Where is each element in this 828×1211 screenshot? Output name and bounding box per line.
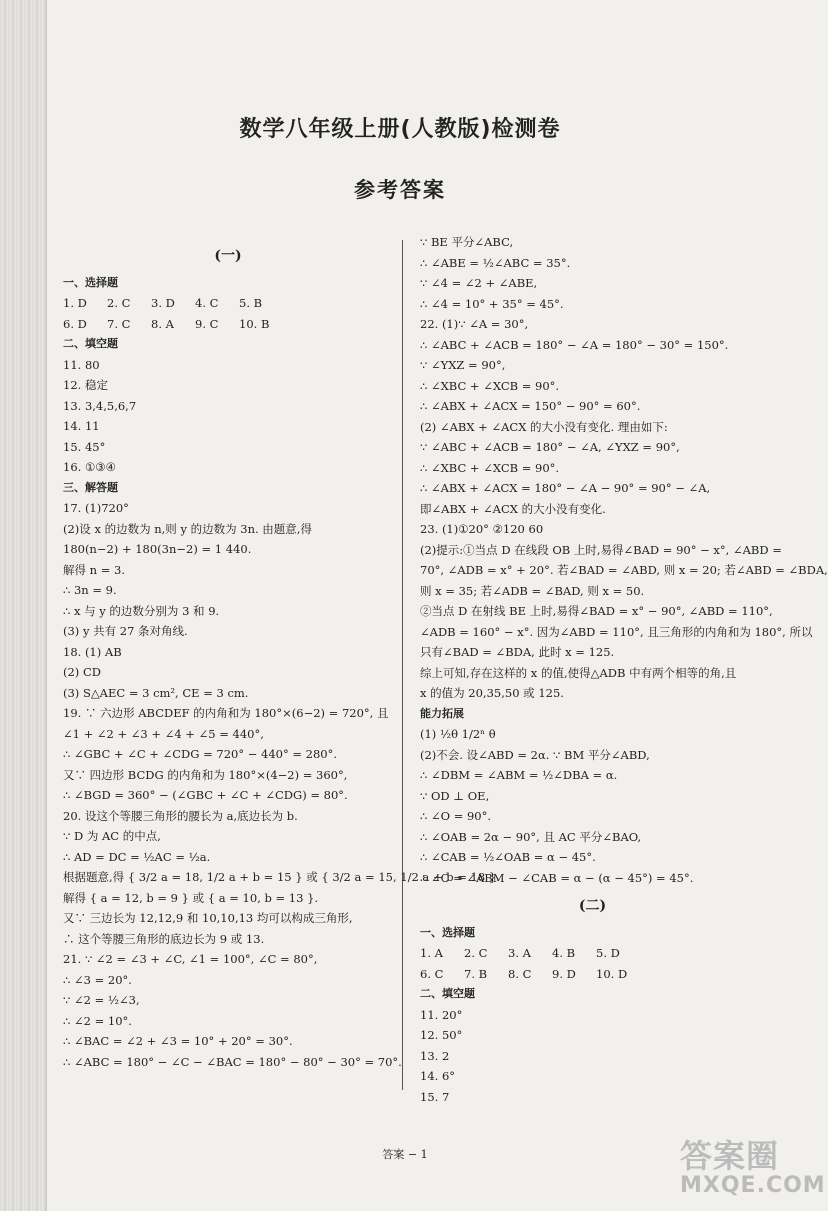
answer-line: ∴ ∠BGD = 360° − (∠GBC + ∠C + ∠CDG) = 80°. bbox=[63, 788, 348, 802]
choice-answer: 10. B bbox=[239, 316, 270, 331]
answer-line: ∴ ∠4 = 10° + 35° = 45°. bbox=[420, 296, 564, 311]
answer-line: 12. 稳定 bbox=[63, 378, 108, 392]
choice-answer: 2. C bbox=[107, 296, 131, 310]
answer-line: 20. 设这个等腰三角形的腰长为 a,底边长为 b. bbox=[63, 808, 298, 823]
choice-answer: 4. C bbox=[195, 296, 219, 310]
choice-answer: 9. D bbox=[552, 966, 576, 981]
answer-line: 12. 50° bbox=[420, 1028, 463, 1042]
section-heading: 三、解答题 bbox=[63, 480, 118, 494]
choice-answer-row bbox=[63, 314, 393, 335]
answer-line: ∠ADB = 160° − x°. 因为∠ABD = 110°, 且三角形的内角和为 180°, 所以 bbox=[420, 624, 813, 639]
answer-line: ∴ AD = DC = ½AC = ½a. bbox=[63, 849, 211, 864]
answer-line: 解得 n = 3. bbox=[63, 562, 125, 577]
answer-line: 综上可知,存在这样的 x 的值,使得△ADB 中有两个相等的角,且 bbox=[420, 665, 737, 680]
choice-answer: 3. A bbox=[508, 946, 531, 960]
page-title: 数学八年级上册(人教版)检测卷 bbox=[239, 117, 561, 142]
choice-answer: 3. D bbox=[151, 296, 175, 310]
answer-line: (2) ∠ABX + ∠ACX 的大小没有变化. 理由如下: bbox=[420, 419, 668, 434]
choice-answer: 7. B bbox=[464, 966, 488, 981]
answer-line: x 的值为 20,35,50 或 125. bbox=[420, 686, 564, 700]
page-binding-edge bbox=[0, 0, 47, 1211]
section-heading: 一、选择题 bbox=[63, 275, 118, 289]
answer-line: ∵ BE 平分∠ABC, bbox=[420, 235, 514, 249]
answer-line: ∵ ∠ABC + ∠ACB = 180° − ∠A, ∠YXZ = 90°, bbox=[420, 440, 680, 454]
answer-line: 17. (1)720° bbox=[63, 501, 129, 515]
choice-answer-row bbox=[63, 293, 393, 314]
answer-line: ∴ ∠DBM = ∠ABM = ½∠DBA = α. bbox=[420, 768, 618, 782]
choice-answer: 5. D bbox=[596, 946, 620, 960]
section-heading: 二、填空题 bbox=[63, 337, 118, 350]
answer-line: ②当点 D 在射线 BE 上时,易得∠BAD = x° − 90°, ∠ABD = 110°, bbox=[420, 604, 773, 618]
part-2-title: (二) bbox=[578, 898, 607, 914]
answer-line: 23. (1)①20° ②120 60 bbox=[420, 522, 544, 536]
choice-answer: 6. C bbox=[420, 966, 444, 981]
answer-line: ∴ ∠XBC + ∠XCB = 90°. bbox=[420, 378, 560, 393]
answer-line: 则 x = 35; 若∠ADB = ∠BAD, 则 x = 50. bbox=[420, 583, 645, 598]
answer-line: 11. 80 bbox=[63, 357, 100, 372]
answer-line: (2) CD bbox=[63, 665, 101, 679]
right-column-lines bbox=[420, 232, 828, 888]
answer-line: ∴ ∠ABC = 180° − ∠C − ∠BAC = 180° − 80° − 30° = 70°. bbox=[63, 1054, 402, 1069]
answer-line: ∴ 这个等腰三角形的底边长为 9 或 13. bbox=[63, 931, 265, 946]
answer-line: ∵ ∠2 = ½∠3, bbox=[63, 993, 140, 1007]
answer-line: ∴ ∠ABE = ½∠ABC = 35°. bbox=[420, 255, 571, 270]
choice-answer: 10. D bbox=[596, 966, 628, 981]
right-column bbox=[420, 232, 828, 1107]
section-heading: 能力拓展 bbox=[420, 706, 464, 720]
answer-line: 14. 11 bbox=[63, 419, 100, 433]
answer-line: 14. 6° bbox=[420, 1069, 456, 1083]
answer-line: ∠1 + ∠2 + ∠3 + ∠4 + ∠5 = 440°, bbox=[63, 726, 264, 741]
answer-line: 19. ∵ 六边形 ABCDEF 的内角和为 180°×(6−2) = 720°, 且 bbox=[63, 706, 389, 720]
part-2-lines bbox=[420, 923, 765, 1108]
choice-answer: 2. C bbox=[464, 946, 488, 960]
answer-line: 即∠ABX + ∠ACX 的大小没有变化. bbox=[420, 501, 606, 516]
answer-line: ∴ x 与 y 的边数分别为 3 和 9. bbox=[63, 603, 220, 618]
answer-line: 15. 45° bbox=[63, 439, 106, 454]
choice-answer: 8. C bbox=[508, 966, 532, 981]
column-divider bbox=[402, 240, 403, 1090]
section-heading: 一、选择题 bbox=[420, 925, 475, 939]
answer-line: (2)设 x 的边数为 n,则 y 的边数为 3n. 由题意,得 bbox=[63, 521, 312, 536]
watermark-line-2: MXQE.COM bbox=[680, 1173, 826, 1198]
answer-line: 只有∠BAD = ∠BDA, 此时 x = 125. bbox=[420, 645, 615, 659]
answer-line: 根据题意,得 { 3/2 a = 18, 1/2 a + b = 15 } 或 { 3/2 a = 15, 1/2 a + b = 18 }. bbox=[63, 870, 500, 884]
section-heading: 二、填空题 bbox=[420, 987, 475, 1000]
choice-answer: 1. A bbox=[420, 946, 443, 960]
answer-line: 21. ∵ ∠2 = ∠3 + ∠C, ∠1 = 100°, ∠C = 80°, bbox=[63, 952, 318, 966]
answer-line: ∵ ∠YXZ = 90°, bbox=[420, 358, 506, 372]
answer-line: ∴ ∠CAB = ½∠OAB = α − 45°. bbox=[420, 850, 596, 864]
answer-line: 又∵ 四边形 BCDG 的内角和为 180°×(4−2) = 360°, bbox=[63, 767, 348, 782]
choice-answer: 9. C bbox=[195, 316, 219, 331]
answer-line: ∴ ∠C = ∠ABM − ∠CAB = α − (α − 45°) = 45°. bbox=[420, 870, 694, 885]
answer-line: ∴ ∠O = 90°. bbox=[420, 809, 492, 823]
answer-line: 又∵ 三边长为 12,12,9 和 10,10,13 均可以构成三角形, bbox=[63, 911, 353, 925]
choice-answer: 8. A bbox=[151, 316, 174, 331]
answer-line: (1) ½θ 1/2ⁿ θ bbox=[420, 727, 496, 741]
choice-answer-row bbox=[420, 943, 765, 964]
answer-line: ∴ ∠BAC = ∠2 + ∠3 = 10° + 20° = 30°. bbox=[63, 1034, 293, 1048]
answer-line: (3) y 共有 27 条对角线. bbox=[63, 624, 188, 638]
choice-answer: 4. B bbox=[552, 946, 576, 960]
answer-line: 15. 7 bbox=[420, 1089, 450, 1104]
answer-line: ∴ ∠GBC + ∠C + ∠CDG = 720° − 440° = 280°. bbox=[63, 747, 338, 761]
answer-line: ∵ OD ⊥ OE, bbox=[420, 788, 490, 803]
answer-line: 解得 { a = 12, b = 9 } 或 { a = 10, b = 13 }. bbox=[63, 890, 319, 905]
choice-answer-row bbox=[420, 964, 765, 985]
choice-answer: 5. B bbox=[239, 296, 263, 310]
answer-line: ∴ ∠OAB = 2α − 90°, 且 AC 平分∠BAO, bbox=[420, 829, 642, 844]
page-subtitle: 参考答案 bbox=[354, 178, 446, 202]
answer-line: 22. (1)∵ ∠A = 30°, bbox=[420, 317, 529, 331]
answer-line: 18. (1) AB bbox=[63, 644, 122, 659]
answer-line: (3) S△AEC = 3 cm², CE = 3 cm. bbox=[63, 685, 249, 700]
answer-line: ∴ ∠ABX + ∠ACX = 150° − 90° = 60°. bbox=[420, 399, 641, 413]
answer-line: 13. 2 bbox=[420, 1048, 450, 1063]
part-1-title: (一) bbox=[214, 248, 242, 264]
answer-line: (2)提示:①当点 D 在线段 OB 上时,易得∠BAD = 90° − x°, ∠ABD = bbox=[420, 542, 782, 557]
answer-line: ∴ ∠ABC + ∠ACB = 180° − ∠A = 180° − 30° = 150°. bbox=[420, 337, 729, 352]
choice-answer: 1. D bbox=[63, 296, 87, 310]
answer-line: (2)不会. 设∠ABD = 2α. ∵ BM 平分∠ABD, bbox=[420, 747, 650, 762]
answer-line: ∴ ∠XBC + ∠XCB = 90°. bbox=[420, 460, 560, 475]
watermark-line-1: 答案圈 bbox=[680, 1137, 780, 1175]
answer-line: 70°, ∠ADB = x° + 20°. 若∠BAD = ∠ABD, 则 x = 20; 若∠ABD = ∠BDA, bbox=[420, 563, 828, 577]
answer-line: ∵ ∠4 = ∠2 + ∠ABE, bbox=[420, 276, 538, 290]
choice-answer: 6. D bbox=[63, 316, 87, 331]
answer-line: ∴ ∠ABX + ∠ACX = 180° − ∠A − 90° = 90° − ∠A, bbox=[420, 481, 711, 495]
answer-line: ∴ ∠3 = 20°. bbox=[63, 972, 132, 987]
watermark-logo bbox=[680, 1137, 826, 1208]
answer-line: ∴ ∠2 = 10°. bbox=[63, 1013, 132, 1028]
answer-line: 16. ①③④ bbox=[63, 460, 116, 474]
answer-line: 11. 20° bbox=[420, 1007, 463, 1022]
answer-line: ∴ 3n = 9. bbox=[63, 583, 117, 597]
choice-answer: 7. C bbox=[107, 316, 131, 331]
answer-line: ∵ D 为 AC 的中点, bbox=[63, 829, 161, 843]
answer-line: 180(n−2) + 180(3n−2) = 1 440. bbox=[63, 542, 252, 556]
answer-line: 13. 3,4,5,6,7 bbox=[63, 398, 137, 413]
page-footer: 答案 − 1 bbox=[382, 1148, 428, 1161]
